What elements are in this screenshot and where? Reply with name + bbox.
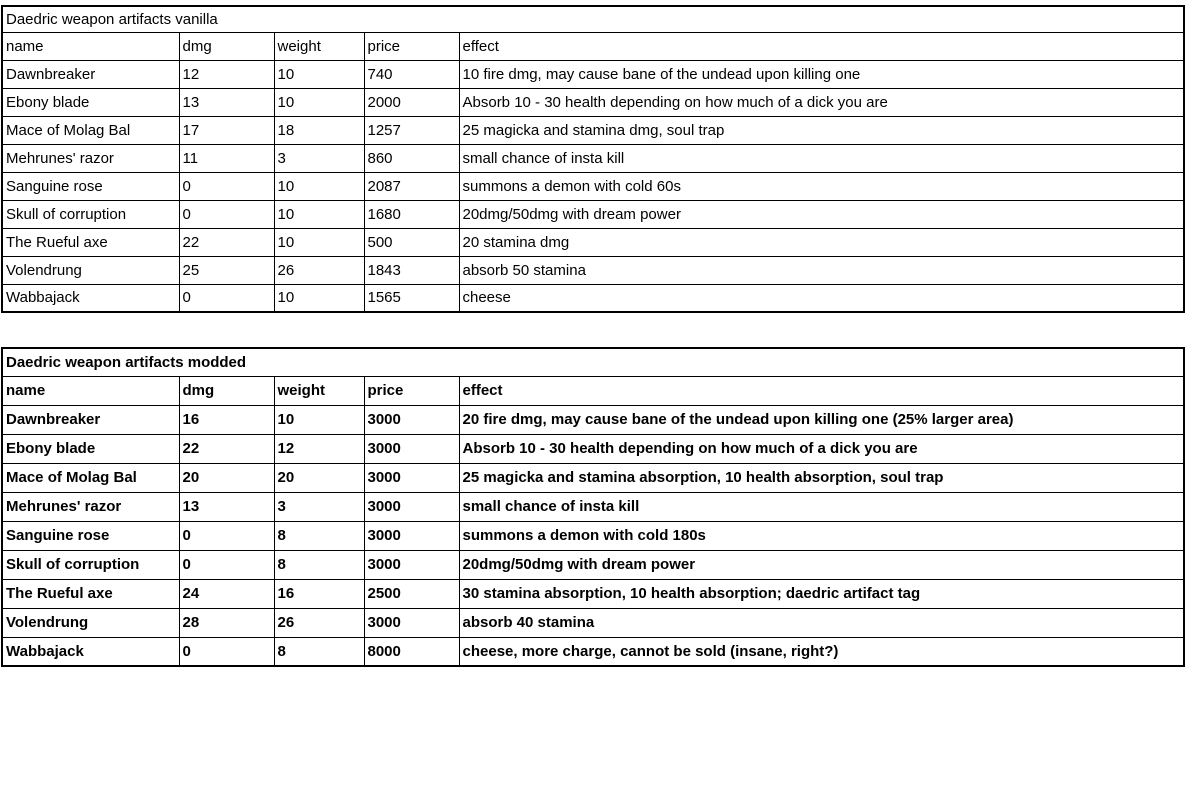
cell-price: 1843 <box>364 256 459 284</box>
modded-table-header-row <box>2 376 1184 405</box>
table-row <box>2 116 1184 144</box>
cell-weight: 8 <box>274 550 364 579</box>
cell-weight: 18 <box>274 116 364 144</box>
table-row <box>2 144 1184 172</box>
table-row <box>2 256 1184 284</box>
cell-price: 1680 <box>364 200 459 228</box>
cell-effect: 30 stamina absorption, 10 health absorption; daedric artifact tag <box>459 579 1184 608</box>
cell-weight: 10 <box>274 172 364 200</box>
cell-dmg: 0 <box>179 550 274 579</box>
cell-dmg: 22 <box>179 228 274 256</box>
cell-weapon-name: Volendrung <box>2 608 179 637</box>
vanilla-table-header-row <box>2 32 1184 60</box>
cell-effect: 20 fire dmg, may cause bane of the undead upon killing one (25% larger area) <box>459 405 1184 434</box>
cell-effect: summons a demon with cold 60s <box>459 172 1184 200</box>
cell-effect: summons a demon with cold 180s <box>459 521 1184 550</box>
cell-price: 1257 <box>364 116 459 144</box>
cell-dmg: 0 <box>179 200 274 228</box>
table-row <box>2 637 1184 666</box>
cell-price: 3000 <box>364 521 459 550</box>
cell-dmg: 12 <box>179 60 274 88</box>
cell-price: 3000 <box>364 405 459 434</box>
cell-weapon-name: Wabbajack <box>2 284 179 312</box>
column-header-effect: effect <box>459 32 1184 60</box>
column-header-price: price <box>364 32 459 60</box>
cell-weapon-name: Dawnbreaker <box>2 405 179 434</box>
cell-effect: cheese <box>459 284 1184 312</box>
cell-weapon-name: The Rueful axe <box>2 228 179 256</box>
cell-price: 8000 <box>364 637 459 666</box>
cell-weapon-name: Volendrung <box>2 256 179 284</box>
column-header-dmg: dmg <box>179 376 274 405</box>
modded-weapons-table <box>1 347 1185 667</box>
column-header-price: price <box>364 376 459 405</box>
modded-table-title: Daedric weapon artifacts modded <box>2 348 1184 376</box>
cell-weapon-name: Mace of Molag Bal <box>2 463 179 492</box>
column-header-weight: weight <box>274 376 364 405</box>
table-row <box>2 405 1184 434</box>
column-header-weight: weight <box>274 32 364 60</box>
vanilla-table-title-row <box>2 6 1184 32</box>
cell-price: 2500 <box>364 579 459 608</box>
cell-price: 2087 <box>364 172 459 200</box>
cell-weight: 16 <box>274 579 364 608</box>
cell-effect: absorb 40 stamina <box>459 608 1184 637</box>
cell-price: 860 <box>364 144 459 172</box>
vanilla-table-body <box>2 6 1184 312</box>
cell-weapon-name: Skull of corruption <box>2 200 179 228</box>
table-row <box>2 200 1184 228</box>
cell-dmg: 20 <box>179 463 274 492</box>
table-row <box>2 172 1184 200</box>
cell-price: 500 <box>364 228 459 256</box>
cell-weapon-name: Mace of Molag Bal <box>2 116 179 144</box>
table-row <box>2 608 1184 637</box>
cell-weight: 3 <box>274 144 364 172</box>
cell-weapon-name: Mehrunes' razor <box>2 144 179 172</box>
vanilla-table-title: Daedric weapon artifacts vanilla <box>2 6 1184 32</box>
cell-weight: 20 <box>274 463 364 492</box>
cell-weapon-name: Dawnbreaker <box>2 60 179 88</box>
table-row <box>2 463 1184 492</box>
cell-weight: 3 <box>274 492 364 521</box>
cell-price: 3000 <box>364 434 459 463</box>
cell-weight: 10 <box>274 228 364 256</box>
column-header-name: name <box>2 32 179 60</box>
cell-price: 3000 <box>364 608 459 637</box>
modded-table-title-row <box>2 348 1184 376</box>
cell-price: 3000 <box>364 492 459 521</box>
cell-effect: absorb 50 stamina <box>459 256 1184 284</box>
cell-weight: 26 <box>274 608 364 637</box>
cell-dmg: 0 <box>179 172 274 200</box>
cell-effect: Absorb 10 - 30 health depending on how much of a dick you are <box>459 88 1184 116</box>
cell-price: 2000 <box>364 88 459 116</box>
cell-weight: 10 <box>274 200 364 228</box>
cell-weapon-name: Skull of corruption <box>2 550 179 579</box>
table-row <box>2 88 1184 116</box>
cell-effect: small chance of insta kill <box>459 144 1184 172</box>
cell-price: 1565 <box>364 284 459 312</box>
cell-dmg: 11 <box>179 144 274 172</box>
table-row <box>2 284 1184 312</box>
cell-dmg: 13 <box>179 88 274 116</box>
cell-dmg: 13 <box>179 492 274 521</box>
cell-effect: 25 magicka and stamina dmg, soul trap <box>459 116 1184 144</box>
cell-weapon-name: The Rueful axe <box>2 579 179 608</box>
table-row <box>2 550 1184 579</box>
table-row <box>2 579 1184 608</box>
column-header-name: name <box>2 376 179 405</box>
cell-dmg: 22 <box>179 434 274 463</box>
cell-dmg: 0 <box>179 521 274 550</box>
cell-weight: 8 <box>274 637 364 666</box>
column-header-effect: effect <box>459 376 1184 405</box>
cell-weight: 10 <box>274 60 364 88</box>
cell-price: 740 <box>364 60 459 88</box>
cell-dmg: 28 <box>179 608 274 637</box>
cell-dmg: 0 <box>179 284 274 312</box>
cell-weight: 10 <box>274 405 364 434</box>
cell-weight: 8 <box>274 521 364 550</box>
table-row <box>2 521 1184 550</box>
cell-weight: 10 <box>274 88 364 116</box>
cell-effect: 10 fire dmg, may cause bane of the undead upon killing one <box>459 60 1184 88</box>
table-row <box>2 60 1184 88</box>
cell-dmg: 16 <box>179 405 274 434</box>
cell-dmg: 0 <box>179 637 274 666</box>
cell-weapon-name: Mehrunes' razor <box>2 492 179 521</box>
cell-weapon-name: Ebony blade <box>2 88 179 116</box>
cell-effect: 20 stamina dmg <box>459 228 1184 256</box>
modded-table-body <box>2 348 1184 666</box>
cell-dmg: 25 <box>179 256 274 284</box>
table-row <box>2 492 1184 521</box>
cell-weight: 12 <box>274 434 364 463</box>
table-row <box>2 228 1184 256</box>
cell-weight: 26 <box>274 256 364 284</box>
cell-effect: 20dmg/50dmg with dream power <box>459 200 1184 228</box>
cell-dmg: 17 <box>179 116 274 144</box>
cell-price: 3000 <box>364 550 459 579</box>
cell-weapon-name: Sanguine rose <box>2 521 179 550</box>
cell-effect: 25 magicka and stamina absorption, 10 health absorption, soul trap <box>459 463 1184 492</box>
column-header-dmg: dmg <box>179 32 274 60</box>
cell-weapon-name: Sanguine rose <box>2 172 179 200</box>
vanilla-weapons-table <box>1 5 1185 313</box>
cell-effect: cheese, more charge, cannot be sold (insane, right?) <box>459 637 1184 666</box>
cell-effect: Absorb 10 - 30 health depending on how much of a dick you are <box>459 434 1184 463</box>
cell-effect: 20dmg/50dmg with dream power <box>459 550 1184 579</box>
cell-dmg: 24 <box>179 579 274 608</box>
cell-weapon-name: Wabbajack <box>2 637 179 666</box>
cell-weapon-name: Ebony blade <box>2 434 179 463</box>
cell-price: 3000 <box>364 463 459 492</box>
cell-effect: small chance of insta kill <box>459 492 1184 521</box>
cell-weight: 10 <box>274 284 364 312</box>
table-row <box>2 434 1184 463</box>
